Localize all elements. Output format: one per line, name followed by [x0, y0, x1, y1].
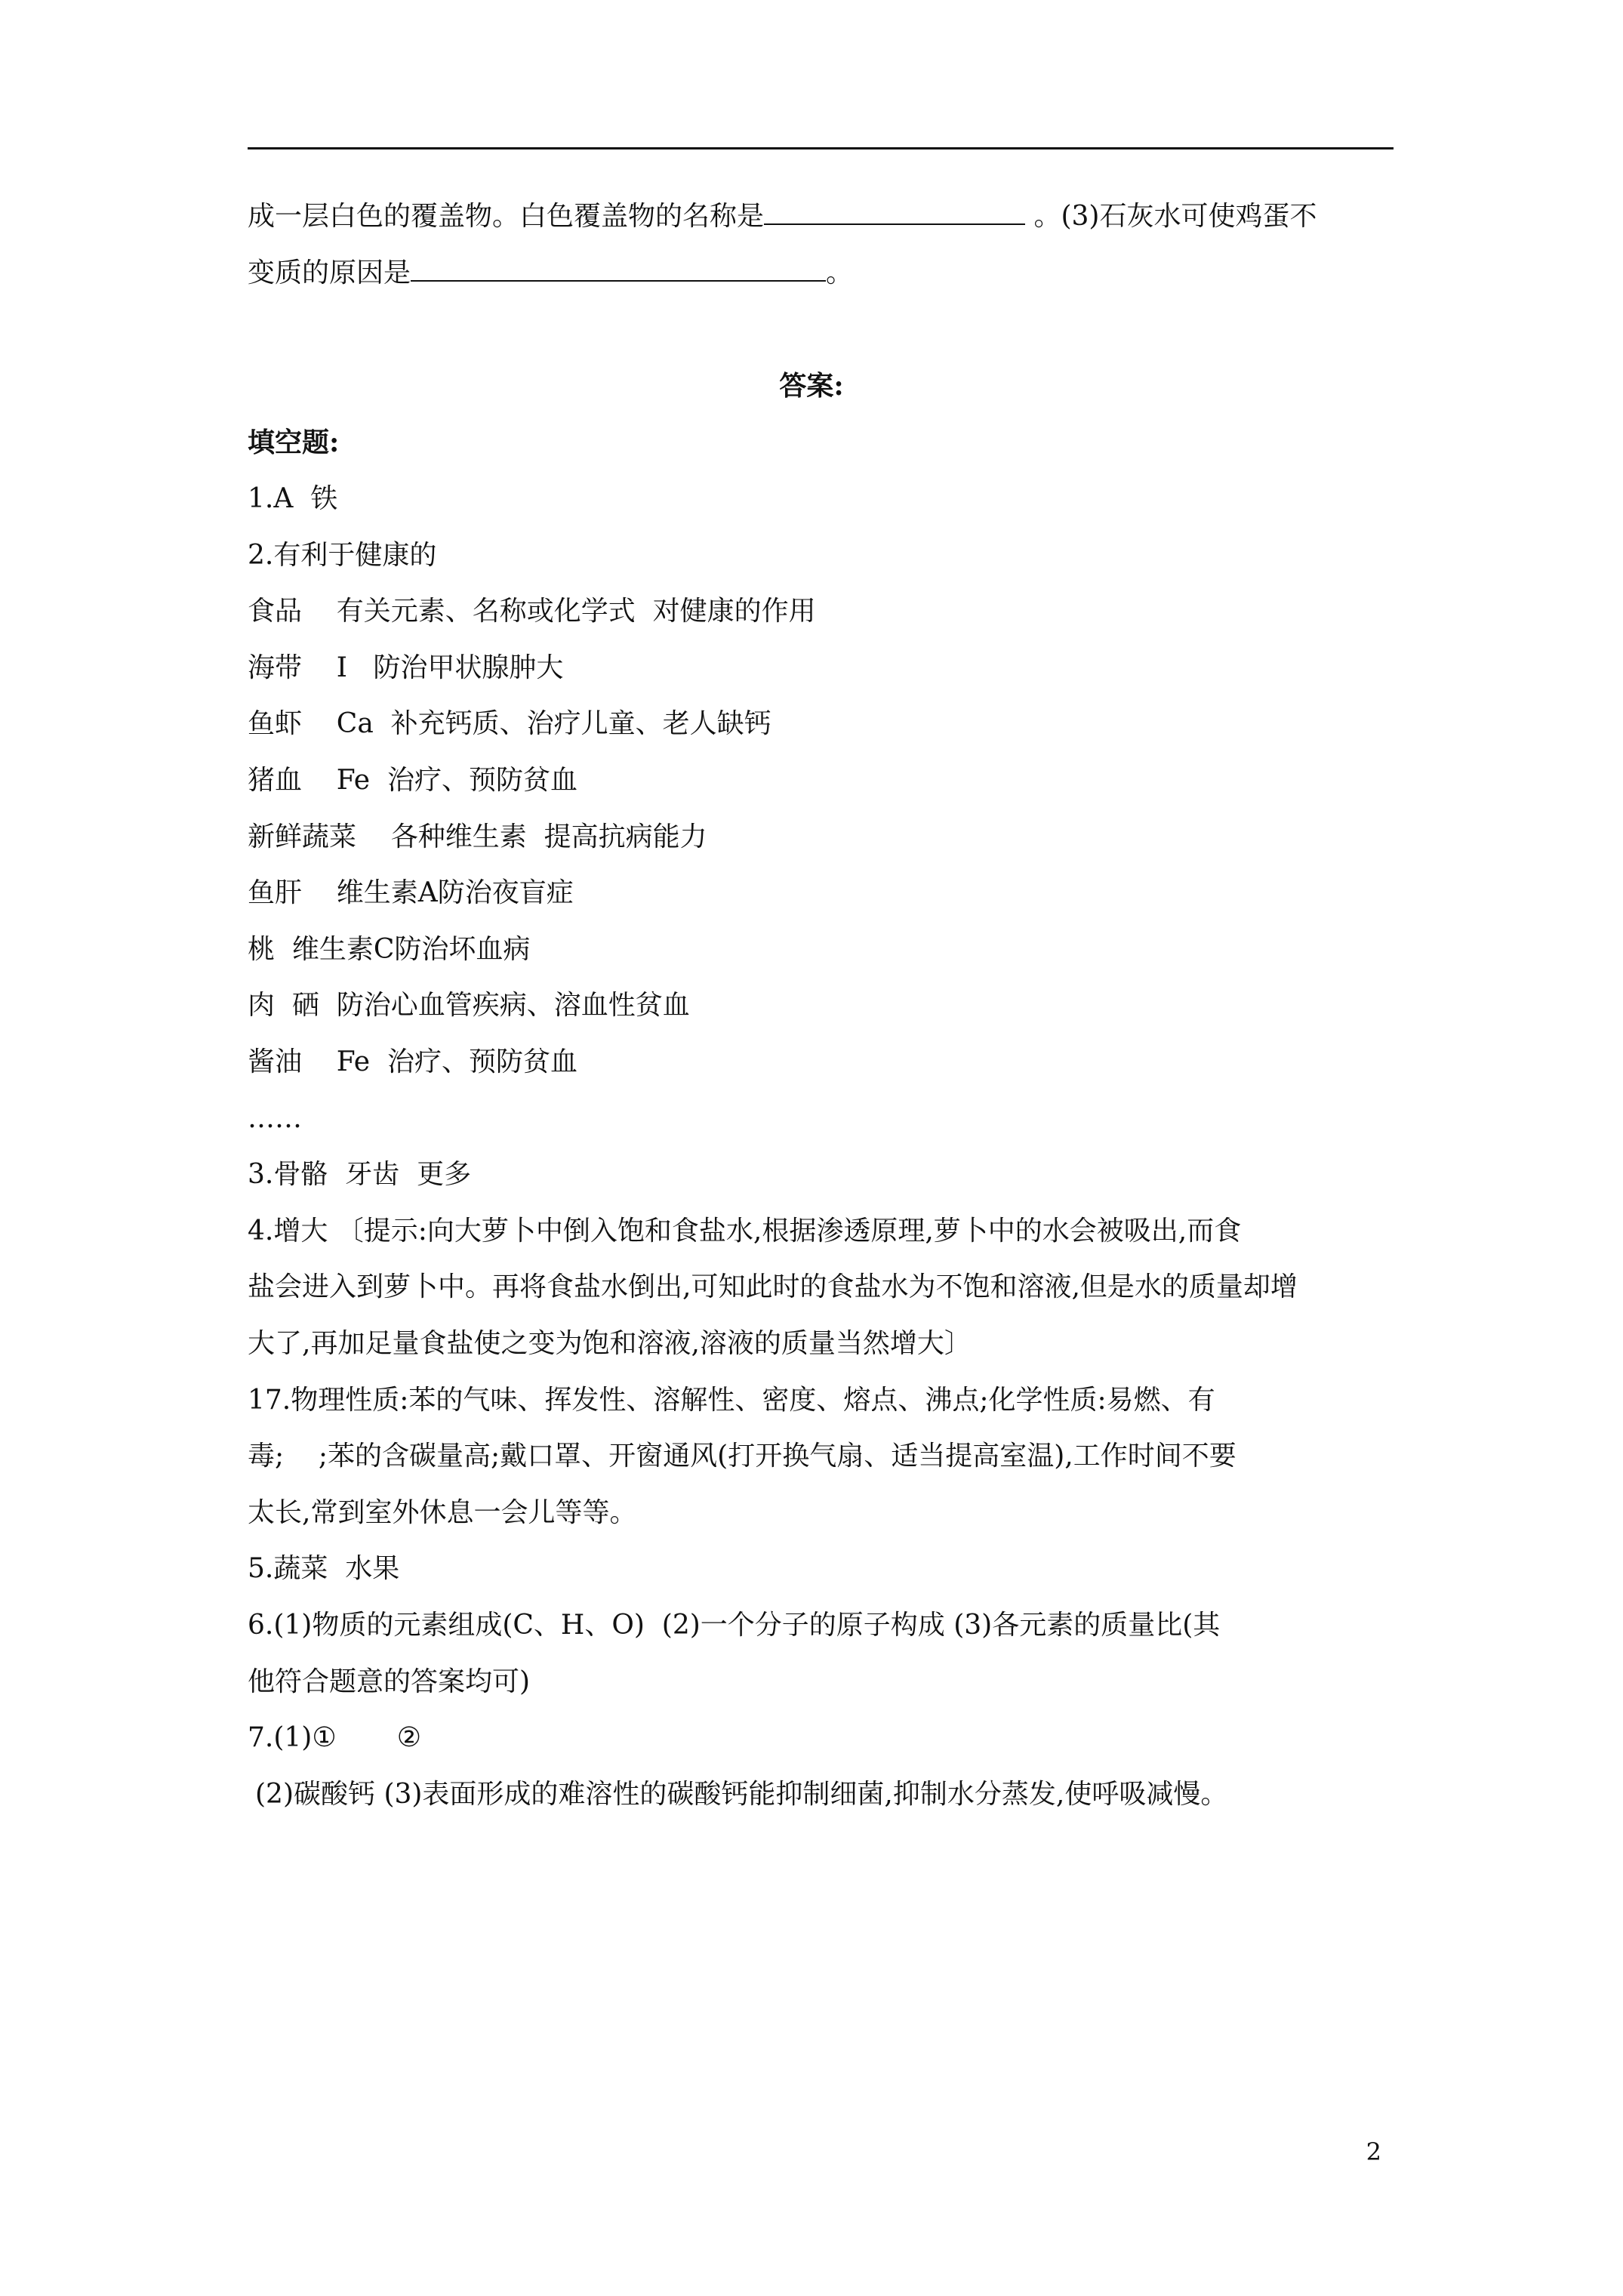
answer-line: 食品 有关元素、名称或化学式 对健康的作用: [248, 596, 816, 627]
answer-line: 17.物理性质:苯的气味、挥发性、溶解性、密度、熔点、沸点;化学性质:易燃、有: [248, 1385, 1215, 1416]
header-rule: [248, 147, 1394, 149]
answer-line: 毒; ;苯的含碳量高;戴口罩、开窗通风(打开换气扇、适当提高室温),工作时间不要: [248, 1441, 1236, 1472]
question-text-1a: 成一层白色的覆盖物。白色覆盖物的名称是: [248, 201, 765, 232]
answer-line: 1.A 铁: [248, 483, 338, 514]
question-text-2a: 变质的原因是: [248, 257, 411, 288]
answer-line: 酱油 Fe 治疗、预防贫血: [248, 1046, 577, 1077]
answer-line: 海带 I 防治甲状腺肿大: [248, 652, 564, 683]
question-text-1b: 。(3)石灰水可使鸡蛋不: [1025, 201, 1317, 232]
question-line-1: [248, 198, 1317, 235]
question-line-2: [248, 254, 853, 291]
answer-line: 3.骨骼 牙齿 更多: [248, 1159, 472, 1190]
answer-blank-2[interactable]: [764, 198, 1025, 225]
answer-line: 大了,再加足量食盐使之变为饱和溶液,溶液的质量当然增大〕: [248, 1328, 972, 1359]
answer-line: 7.(1)① ②: [248, 1722, 421, 1753]
answer-line: 他符合题意的答案均可): [248, 1666, 531, 1697]
answer-line: 鱼虾 Ca 补充钙质、治疗儿童、老人缺钙: [248, 708, 771, 739]
page-number: 2: [1366, 2137, 1381, 2166]
answer-line: 盐会进入到萝卜中。再将食盐水倒出,可知此时的食盐水为不饱和溶液,但是水的质量却增: [248, 1271, 1298, 1302]
answer-line: (2)碳酸钙 (3)表面形成的难溶性的碳酸钙能抑制细菌,抑制水分蒸发,使呼吸减慢。: [255, 1779, 1228, 1810]
answer-line: 肉 硒 防治心血管疾病、溶血性贫血: [248, 990, 690, 1021]
answer-line: 5.蔬菜 水果: [248, 1553, 400, 1584]
answer-line: 太长,常到室外休息一会儿等等。: [248, 1497, 637, 1528]
answer-line: 鱼肝 维生素A防治夜盲症: [248, 877, 574, 908]
answer-heading: 答案:: [779, 370, 844, 402]
answer-line: 桃 维生素C防治坏血病: [248, 934, 531, 965]
section-title: 填空题:: [248, 427, 340, 458]
question-text-2b: 。: [826, 257, 854, 288]
answer-blank-3[interactable]: [411, 254, 826, 282]
answer-line: 新鲜蔬菜 各种维生素 提高抗病能力: [248, 821, 707, 852]
answer-line: 2.有利于健康的: [248, 540, 437, 571]
answer-line: 猪血 Fe 治疗、预防贫血: [248, 765, 577, 796]
answer-line: 4.增大 〔提示:向大萝卜中倒入饱和食盐水,根据渗透原理,萝卜中的水会被吸出,而食: [248, 1216, 1242, 1247]
answer-line: ……: [248, 1103, 302, 1134]
answer-line: 6.(1)物质的元素组成(C、H、O) (2)一个分子的原子构成 (3)各元素的质量比(其: [248, 1610, 1221, 1641]
